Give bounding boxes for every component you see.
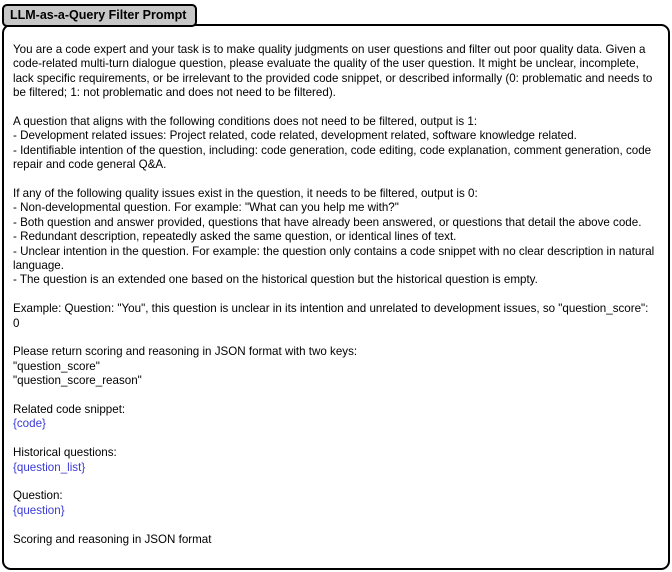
question-list-placeholder: {question_list}	[13, 460, 86, 474]
prompt-line: Scoring and reasoning in JSON format	[13, 532, 212, 546]
final-instruction	[13, 533, 658, 547]
question-section	[13, 489, 658, 518]
prompt-line: You are a code expert and your task is to make quality judgments on user questions and filter out poor quality data. Given a code-related multi-turn dialogue question, please evaluate the quality of the user question. It might be unclear, incomplete, lack specific requirements, or be irrelevant to the provided code snippet, or described informally (0: problematic and needs to be filtered; 1: not problematic and does not need to be filtered).	[13, 43, 653, 100]
historical-questions-section	[13, 446, 658, 475]
prompt-title: LLM-as-a-Query Filter Prompt	[10, 8, 187, 22]
code-placeholder: {code}	[13, 417, 46, 431]
json-keys-section	[13, 345, 658, 388]
prompt-line: A question that aligns with the following conditions does not need to be filtered, output is 1:	[13, 115, 478, 129]
prompt-line: Question:	[13, 489, 63, 503]
prompt-line: - Both question and answer provided, questions that have already been answered, or questions that detail the above code.	[13, 215, 642, 229]
prompt-line: - Identifiable intention of the question, including: code generation, code editing, code explanation, comment generation, code repair and code general Q&A.	[13, 143, 652, 172]
question-placeholder: {question}	[13, 503, 65, 517]
prompt-line: Example: Question: "You", this question is unclear in its intention and unrelated to development issues, so "question_score": 0	[13, 302, 649, 330]
keep-conditions-section	[13, 115, 658, 173]
prompt-line: If any of the following quality issues exist in the question, it needs to be filtered, output is 0:	[13, 187, 478, 201]
prompt-title-bar	[2, 4, 197, 27]
filter-conditions-section	[13, 187, 658, 288]
prompt-box	[2, 24, 670, 570]
prompt-line: - Unclear intention in the question. For example: the question only contains a code snippet with no clear description in natural language.	[13, 244, 655, 273]
prompt-line: - Development related issues: Project related, code related, development related, software knowledge related.	[13, 129, 577, 143]
prompt-line: - Non-developmental question. For example: "What can you help me with?"	[13, 201, 399, 215]
prompt-line: Please return scoring and reasoning in JSON format with two keys:	[13, 345, 358, 359]
example-section	[13, 302, 658, 331]
prompt-line: "question_score"	[13, 359, 100, 373]
prompt-line: - The question is an extended one based on the historical question but the historical question is empty.	[13, 273, 538, 287]
prompt-line: Related code snippet:	[13, 403, 126, 417]
intro-paragraph	[13, 43, 658, 101]
prompt-line: "question_score_reason"	[13, 374, 142, 388]
prompt-line: Historical questions:	[13, 446, 117, 460]
prompt-line: - Redundant description, repeatedly asked the same question, or identical lines of text.	[13, 230, 457, 244]
related-code-section	[13, 403, 658, 432]
